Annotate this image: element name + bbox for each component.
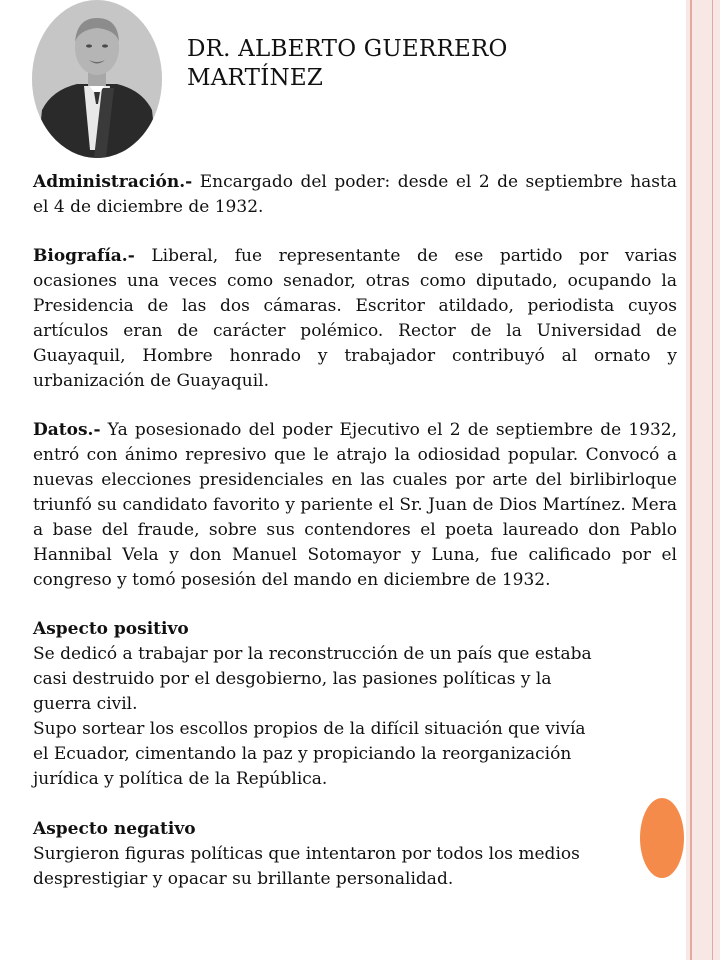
biografia-label: Biografía.- [33, 246, 135, 266]
datos-text: Ya posesionado del poder Ejecutivo el 2 de septiembre de 1932, entró con ánimo represivo que le atrajo la odiosidad popular. Convocó a nuevas elecciones presidenciales en las cuales por arte del birlibirloque triunfó su candidato favorito y pariente el Sr. Juan de Dios Martínez. Mera a base del fraude, sobre sus contendores el poeta laureado don Pablo Hannibal Vela y don Manuel Sotomayor y Luna, fue calificado por el congreso y tomó posesión del mando en diciembre de 1932. [33, 420, 677, 590]
biografia-text: Liberal, fue representante de ese partido por varias ocasiones una veces como senador, otras como diputado, ocupando la Presidencia de las dos cámaras. Escritor atildado, periodista cuyos artículos eran de carácter polémico. Rector de la Universidad de Guayaquil, Hombre honrado y trabajador contribuyó al ornato y urbanización de Guayaquil. [33, 246, 677, 391]
title-line-1: DR. ALBERTO GUERRERO [187, 36, 508, 62]
document-body [33, 170, 677, 892]
datos-paragraph [33, 418, 677, 593]
negativo-line: Surgieron figuras políticas que intentaron por todos los medios [33, 844, 580, 864]
positivo-line: casi destruido por el desgobierno, las pasiones políticas y la [33, 669, 552, 689]
administracion-text: Encargado del poder: desde el 2 de septiembre hasta el 4 de diciembre de 1932. [33, 172, 677, 217]
page-title [187, 35, 627, 93]
border-line [712, 0, 713, 960]
datos-label: Datos.- [33, 420, 101, 440]
decorative-right-border [686, 0, 720, 960]
title-line-2: MARTÍNEZ [187, 65, 323, 91]
administracion-label: Administración.- [33, 172, 193, 192]
positivo-heading: Aspecto positivo [33, 619, 189, 639]
negativo-line: desprestigiar y opacar su brillante personalidad. [33, 869, 454, 889]
administracion-paragraph [33, 170, 677, 220]
border-line [690, 0, 692, 960]
positivo-line: jurídica y política de la República. [33, 769, 328, 789]
positivo-line: el Ecuador, cimentando la paz y propiciando la reorganización [33, 744, 572, 764]
negativo-heading: Aspecto negativo [33, 819, 196, 839]
positivo-line: Supo sortear los escollos propios de la difícil situación que vivía [33, 719, 586, 739]
positivo-line: Se dedicó a trabajar por la reconstrucción de un país que estaba [33, 644, 592, 664]
portrait-photo [32, 0, 162, 158]
biografia-paragraph [33, 244, 677, 394]
positivo-line: guerra civil. [33, 694, 138, 714]
